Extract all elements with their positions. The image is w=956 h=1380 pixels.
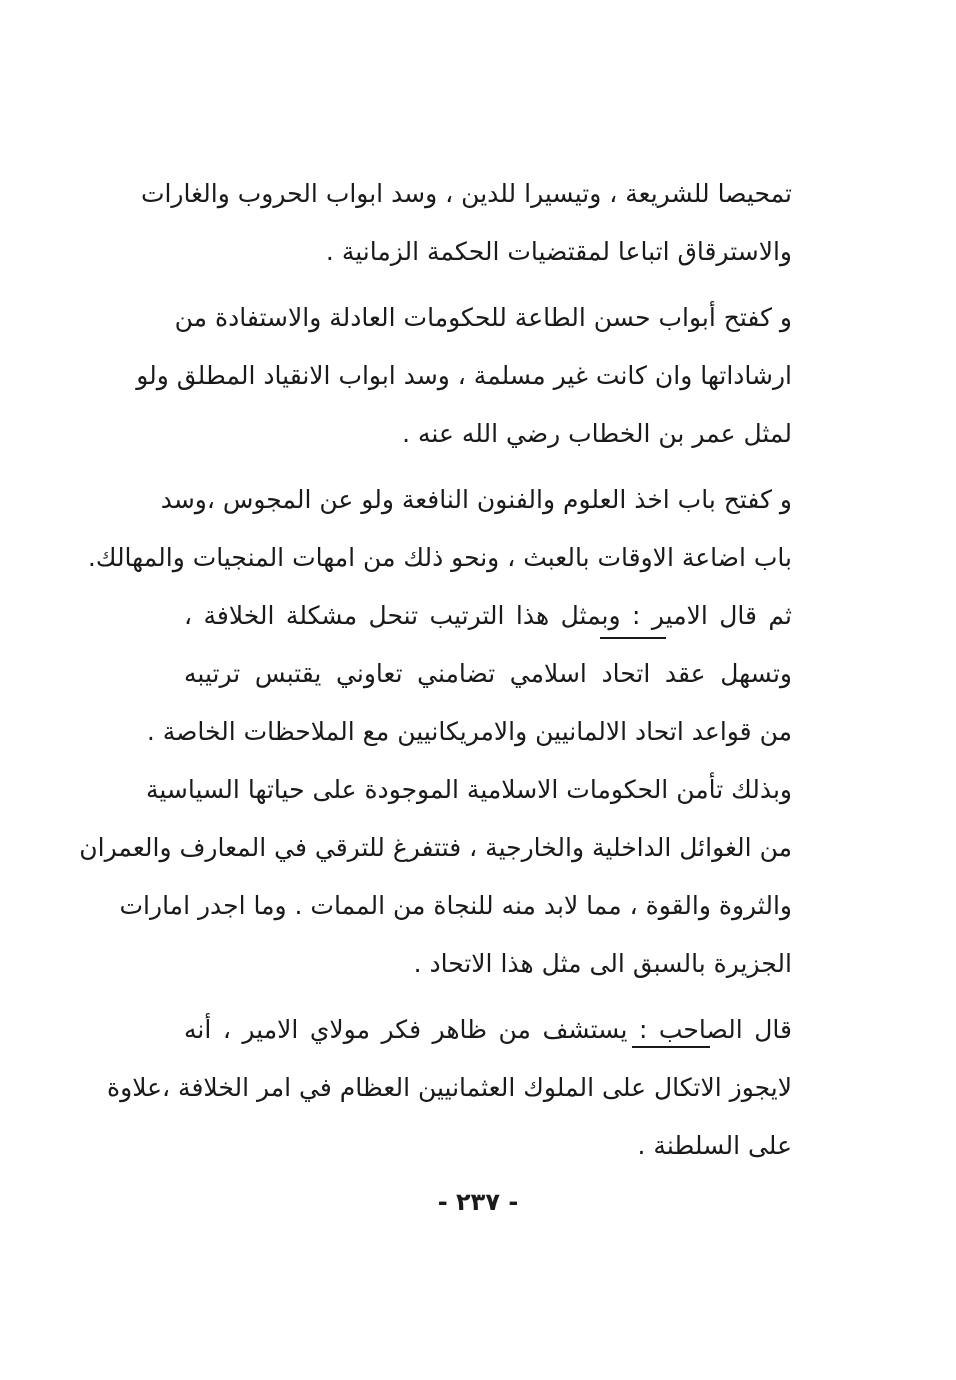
- text-line: و كفتح أبواب حسن الطاعة للحكومات العادلة والاستفادة من: [174, 303, 792, 332]
- text-line: لمثل عمر بن الخطاب رضي الله عنه .: [402, 419, 792, 448]
- text-line: وتسهل عقد اتحاد اسلامي تضامني تعاوني يقتبس ترتيبه: [184, 659, 792, 688]
- text-line: من قواعد اتحاد الالمانيين والامريكانيين مع الملاحظات الخاصة .: [146, 717, 792, 746]
- text-line-speaker-amir: ثم قال الامير : وبمثل هذا الترتيب تنحل مشكلة الخلافة ،: [184, 601, 792, 630]
- text-line: وبذلك تأمن الحكومات الاسلامية الموجودة على حياتها السياسية: [145, 775, 792, 804]
- text-line: تمحيصا للشريعة ، وتيسيرا للدين ، وسد ابواب الحروب والغارات: [140, 179, 792, 208]
- text-line: لايجوز الاتكال على الملوك العثمانيين العظام في امر الخلافة ،علاوة: [107, 1073, 792, 1102]
- text-line: ارشاداتها وان كانت غير مسلمة ، وسد ابواب الانقياد المطلق ولو: [136, 361, 792, 390]
- speaker-underline-amir: [600, 637, 666, 639]
- text-line: و كفتح باب اخذ العلوم والفنون النافعة ولو عن المجوس ،وسد: [160, 485, 792, 514]
- text-line: الجزيرة بالسبق الى مثل هذا الاتحاد .: [413, 949, 792, 978]
- text-line: من الغوائل الداخلية والخارجية ، فتتفرغ للترقي في المعارف والعمران: [79, 833, 792, 862]
- body-text: [79, 165, 792, 1175]
- text-line: والثروة والقوة ، مما لابد منه للنجاة من الممات . وما اجدر امارات: [119, 891, 792, 920]
- text-line: والاسترقاق اتباعا لمقتضيات الحكمة الزمانية .: [325, 237, 792, 266]
- speaker-underline-sahib: [632, 1046, 710, 1048]
- text-line: على السلطنة .: [637, 1131, 792, 1160]
- page-number: - ٢٣٧ -: [437, 1188, 519, 1216]
- text-line-speaker-sahib: قال الصاحب : يستشف من ظاهر فكر مولاي الامير ، أنه: [184, 1015, 792, 1044]
- text-line: باب اضاعة الاوقات بالعبث ، ونحو ذلك من امهات المنجيات والمهالك.: [87, 543, 792, 572]
